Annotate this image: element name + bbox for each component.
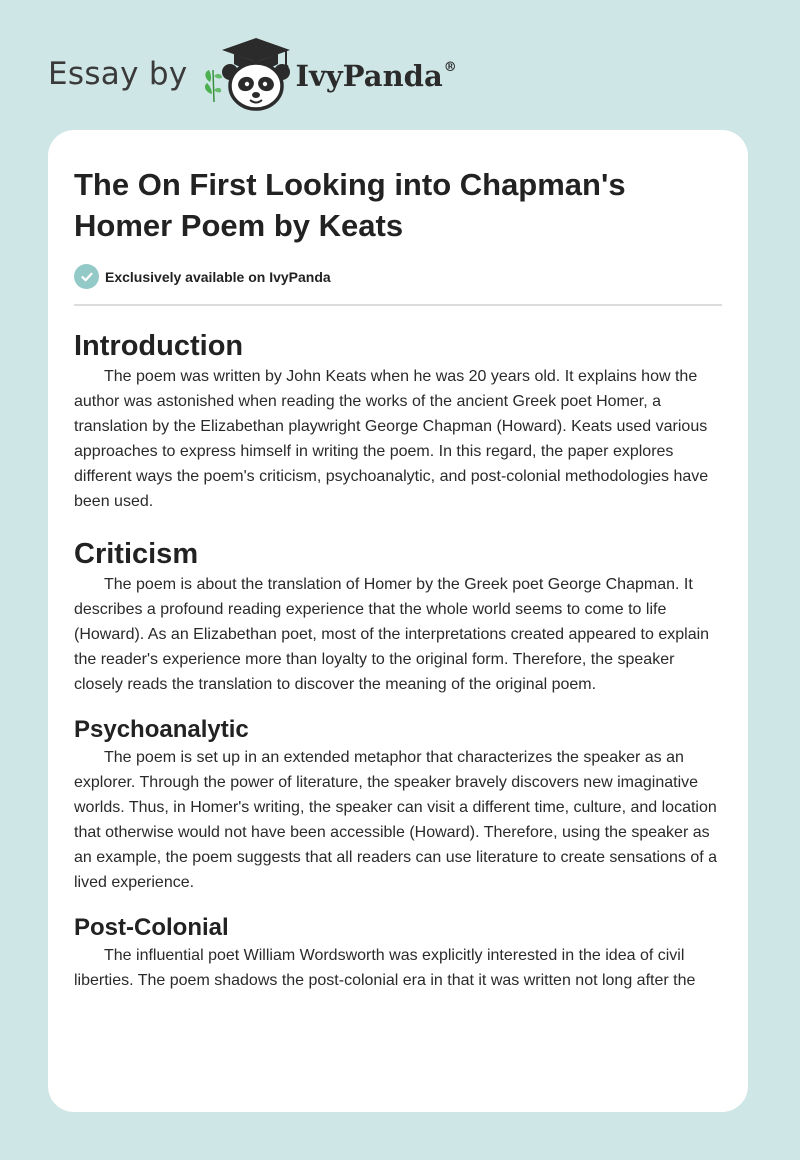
paragraph-post-colonial: The influential poet William Wordsworth was explicitly interested in the idea of civil liberties. The poem shadows the post-colonial era in that it was written not long after the [74, 947, 696, 989]
section-heading-psychoanalytic: Psychoanalytic [74, 716, 249, 743]
check-icon [74, 264, 99, 289]
ivypanda-logo-icon[interactable] [200, 34, 292, 114]
exclusive-notice [74, 264, 722, 306]
essay-title: The On First Looking into Chapman's Homer Poem by Keats [74, 167, 626, 243]
paragraph-introduction: The poem was written by John Keats when he was 20 years old. It explains how the author was astonished when reading the works of the ancient Greek poet Homer, a translation by the Elizabethan playwright George Chapman (Howard). Keats used various approaches to express himself in writing the poem. In this regard, the paper explores different ways the poem's criticism, psychoanalytic, and post-colonial methodologies have been used. [74, 368, 709, 510]
essay-card [48, 130, 748, 1112]
exclusive-label: Exclusively available on IvyPanda [105, 268, 331, 285]
section-heading-post-colonial: Post-Colonial [74, 914, 229, 941]
paragraph-psychoanalytic: The poem is set up in an extended metaphor that characterizes the speaker as an explorer. Through the power of literature, the speaker bravely discovers new imaginative worlds. Thus, in Homer's writing, the speaker can visit a different time, culture, and location that otherwise would not have been accessible (Howard). Therefore, using the speaker as an example, the poem suggests that all readers can use literature to create sensations of a lived experience. [74, 749, 718, 891]
brand-name[interactable] [296, 59, 457, 93]
registered-mark: ® [443, 60, 457, 76]
site-header [48, 34, 457, 114]
brand-text: IvyPanda [295, 59, 443, 93]
section-heading-criticism: Criticism [74, 538, 199, 570]
paragraph-criticism: The poem is about the translation of Homer by the Greek poet George Chapman. It describes a profound reading experience that the whole world seems to come to life (Howard). As an Elizabethan poet, most of the interpretations created appeared to explain the reader's experience more than loyalty to the original form. Therefore, the speaker closely reads the translation to discover the meaning of the original poem. [74, 576, 710, 693]
section-heading-introduction: Introduction [74, 330, 244, 362]
essay-by-label: Essay by [48, 56, 188, 92]
